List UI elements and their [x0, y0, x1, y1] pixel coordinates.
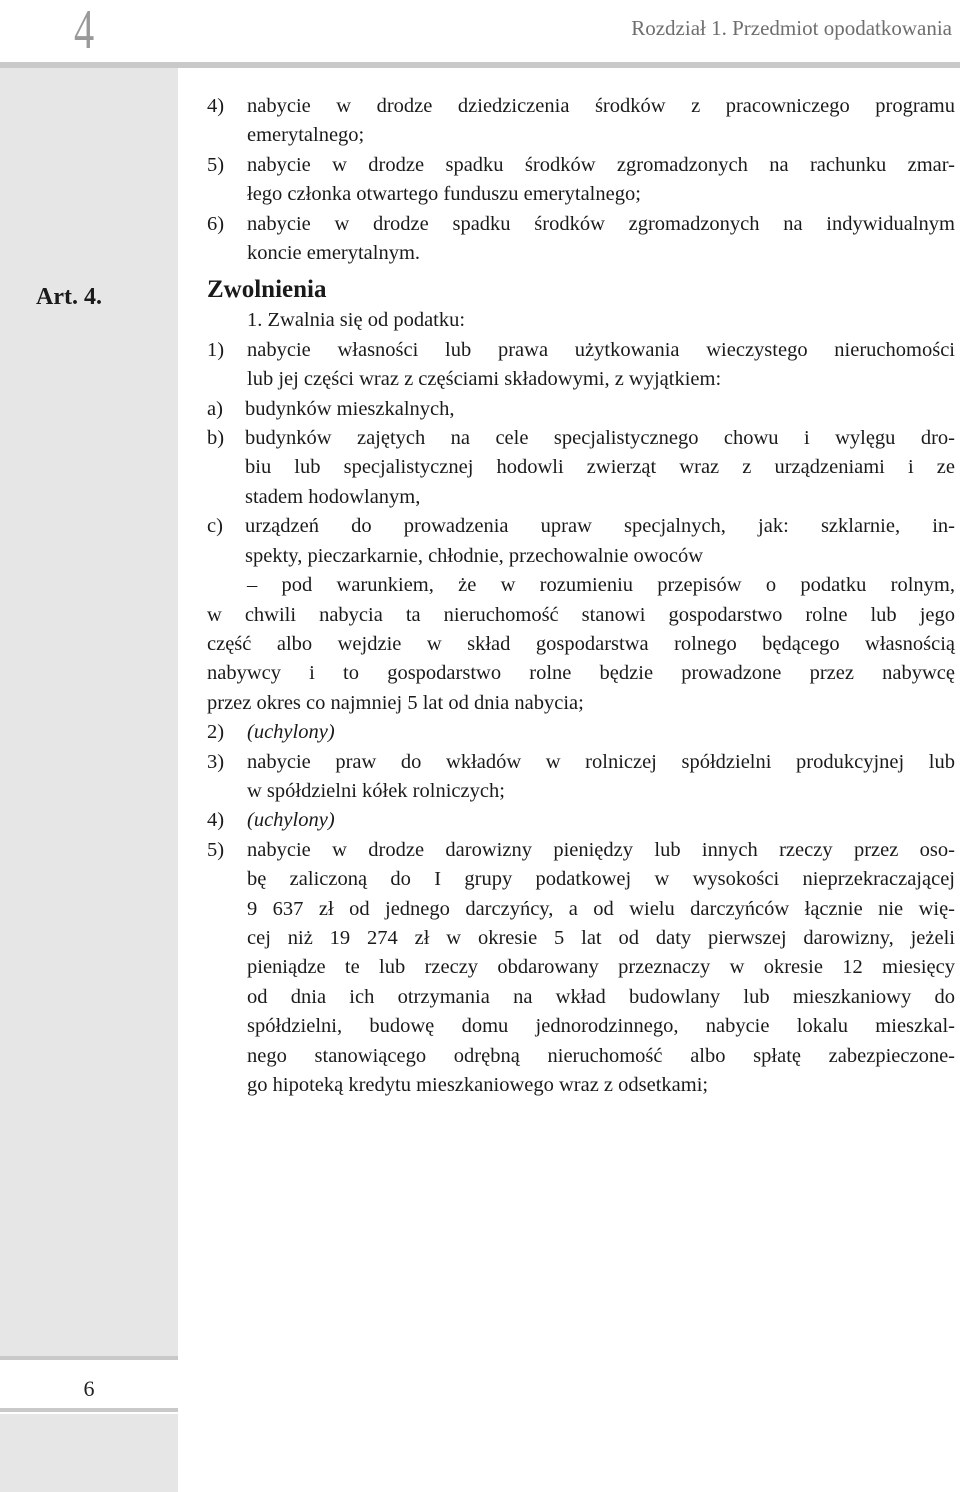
sub-item-line: spekty, pieczarkarnie, chłodnie, przechowalnie owoców — [245, 544, 704, 567]
main-text — [207, 92, 955, 1100]
item-line: spółdzielni, budowę domu jednorodzinnego, nabycie lokalu mieszkal- — [247, 1015, 955, 1038]
sub-item — [207, 512, 955, 571]
list-item — [207, 718, 955, 747]
item-line: pieniądze te lub rzeczy obdarowany przeznaczy w okresie 12 miesięcy — [247, 956, 955, 979]
article-label: Art. 4. — [36, 284, 102, 310]
item-number: 3) — [207, 750, 225, 773]
item-line: go hipoteką kredytu mieszkaniowego wraz z odsetkami; — [247, 1074, 709, 1096]
list-item — [207, 92, 955, 151]
page-number-rule-top — [0, 1356, 178, 1360]
condition-line: przez okres co najmniej 5 lat od dnia nabycia; — [207, 691, 584, 714]
item-repealed: (uchylony) — [247, 809, 335, 832]
item-repealed: (uchylony) — [247, 721, 335, 744]
item-line: nabycie w drodze spadku środków zgromadzonych na indywidualnym — [247, 212, 955, 235]
margin-sidebar — [0, 68, 178, 1492]
item-number: 1) — [207, 338, 225, 361]
item-number: 4) — [207, 809, 225, 832]
item-line: nabycie własności lub prawa użytkowania wieczystego nieruchomości — [247, 338, 955, 361]
condition-line: nabywcy i to gospodarstwo rolne będzie prowadzone przez nabywcę — [207, 662, 955, 685]
list-item — [207, 151, 955, 210]
sub-item-letter: b) — [207, 427, 225, 450]
sub-item-line: budynków mieszkalnych, — [245, 397, 455, 420]
list-item — [207, 806, 955, 835]
sub-item-line: stadem hodowlanym, — [245, 485, 421, 508]
condition-line: część albo wejdzie w skład gospodarstwa rolnego będącego własnością — [207, 632, 955, 655]
section-heading: Zwolnienia — [207, 276, 327, 304]
page-number-bottom: 6 — [83, 1376, 95, 1401]
item-line: 9 637 zł od jednego darczyńcy, a od wielu darczyńców łącznie nie wię- — [247, 897, 955, 920]
sub-item-line: urządzeń do prowadzenia upraw specjalnych, jak: szklarnie, in- — [245, 515, 955, 538]
condition-line: w chwili nabycia ta nieruchomość stanowi gospodarstwo rolne lub jego — [207, 603, 955, 626]
list-item — [207, 210, 955, 269]
paragraph-intro: 1. Zwalnia się od podatku: — [247, 309, 466, 332]
item-line: cej niż 19 274 zł w okresie 5 lat od daty pierwszej darowizny, jeżeli — [247, 926, 955, 949]
item-line: w spółdzielni kółek rolniczych; — [247, 779, 505, 802]
item-line: nabycie w drodze dziedziczenia środków z pracowniczego programu — [247, 95, 955, 117]
list-item — [207, 836, 955, 1101]
item-number: 5) — [207, 153, 225, 176]
list-item — [207, 748, 955, 807]
sub-item-line: budynków zajętych na cele specjalistycznego chowu i wylęgu dro- — [245, 427, 955, 450]
item-number: 4) — [207, 95, 225, 117]
sub-item-line: biu lub specjalistycznej hodowli zwierząt wraz z urządzeniami i ze — [245, 456, 955, 479]
running-head: Rozdział 1. Przedmiot opodatkowania — [631, 16, 952, 40]
item-line: nego stanowiącego odrębną nieruchomość albo spłatę zabezpieczone- — [247, 1044, 955, 1067]
item-line: nabycie w drodze spadku środków zgromadzonych na rachunku zmar- — [247, 153, 955, 176]
item-number: 5) — [207, 838, 225, 861]
item-line: łego członka otwartego funduszu emerytalnego; — [247, 183, 641, 206]
sub-item — [207, 424, 955, 512]
item-number: 6) — [207, 212, 225, 235]
sub-item-letter: a) — [207, 397, 223, 420]
page-number-rule-bottom — [0, 1408, 178, 1412]
item-line: lub jej części wraz z częściami składowymi, z wyjątkiem: — [247, 368, 722, 391]
condition-line: – pod warunkiem, że w rozumieniu przepisów o podatku rolnym, — [247, 574, 955, 597]
sub-item-letter: c) — [207, 515, 223, 538]
list-item — [207, 336, 955, 395]
item-number: 2) — [207, 721, 225, 744]
item-line: emerytalnego; — [247, 124, 365, 147]
item-line: nabycie w drodze darowizny pieniędzy lub innych rzeczy przez oso- — [247, 838, 955, 861]
item-line: nabycie praw do wkładów w rolniczej spółdzielni produkcyjnej lub — [247, 750, 955, 773]
page-number-top: 4 — [74, 0, 93, 61]
item-line: bę zaliczoną do I grupy podatkowej w wysokości nieprzekraczającej — [247, 868, 955, 891]
item-line: od dnia ich otrzymania na wkład budowlany lub mieszkaniowy do — [247, 985, 955, 1008]
item-line: koncie emerytalnym. — [247, 242, 421, 265]
sub-item — [207, 395, 955, 424]
